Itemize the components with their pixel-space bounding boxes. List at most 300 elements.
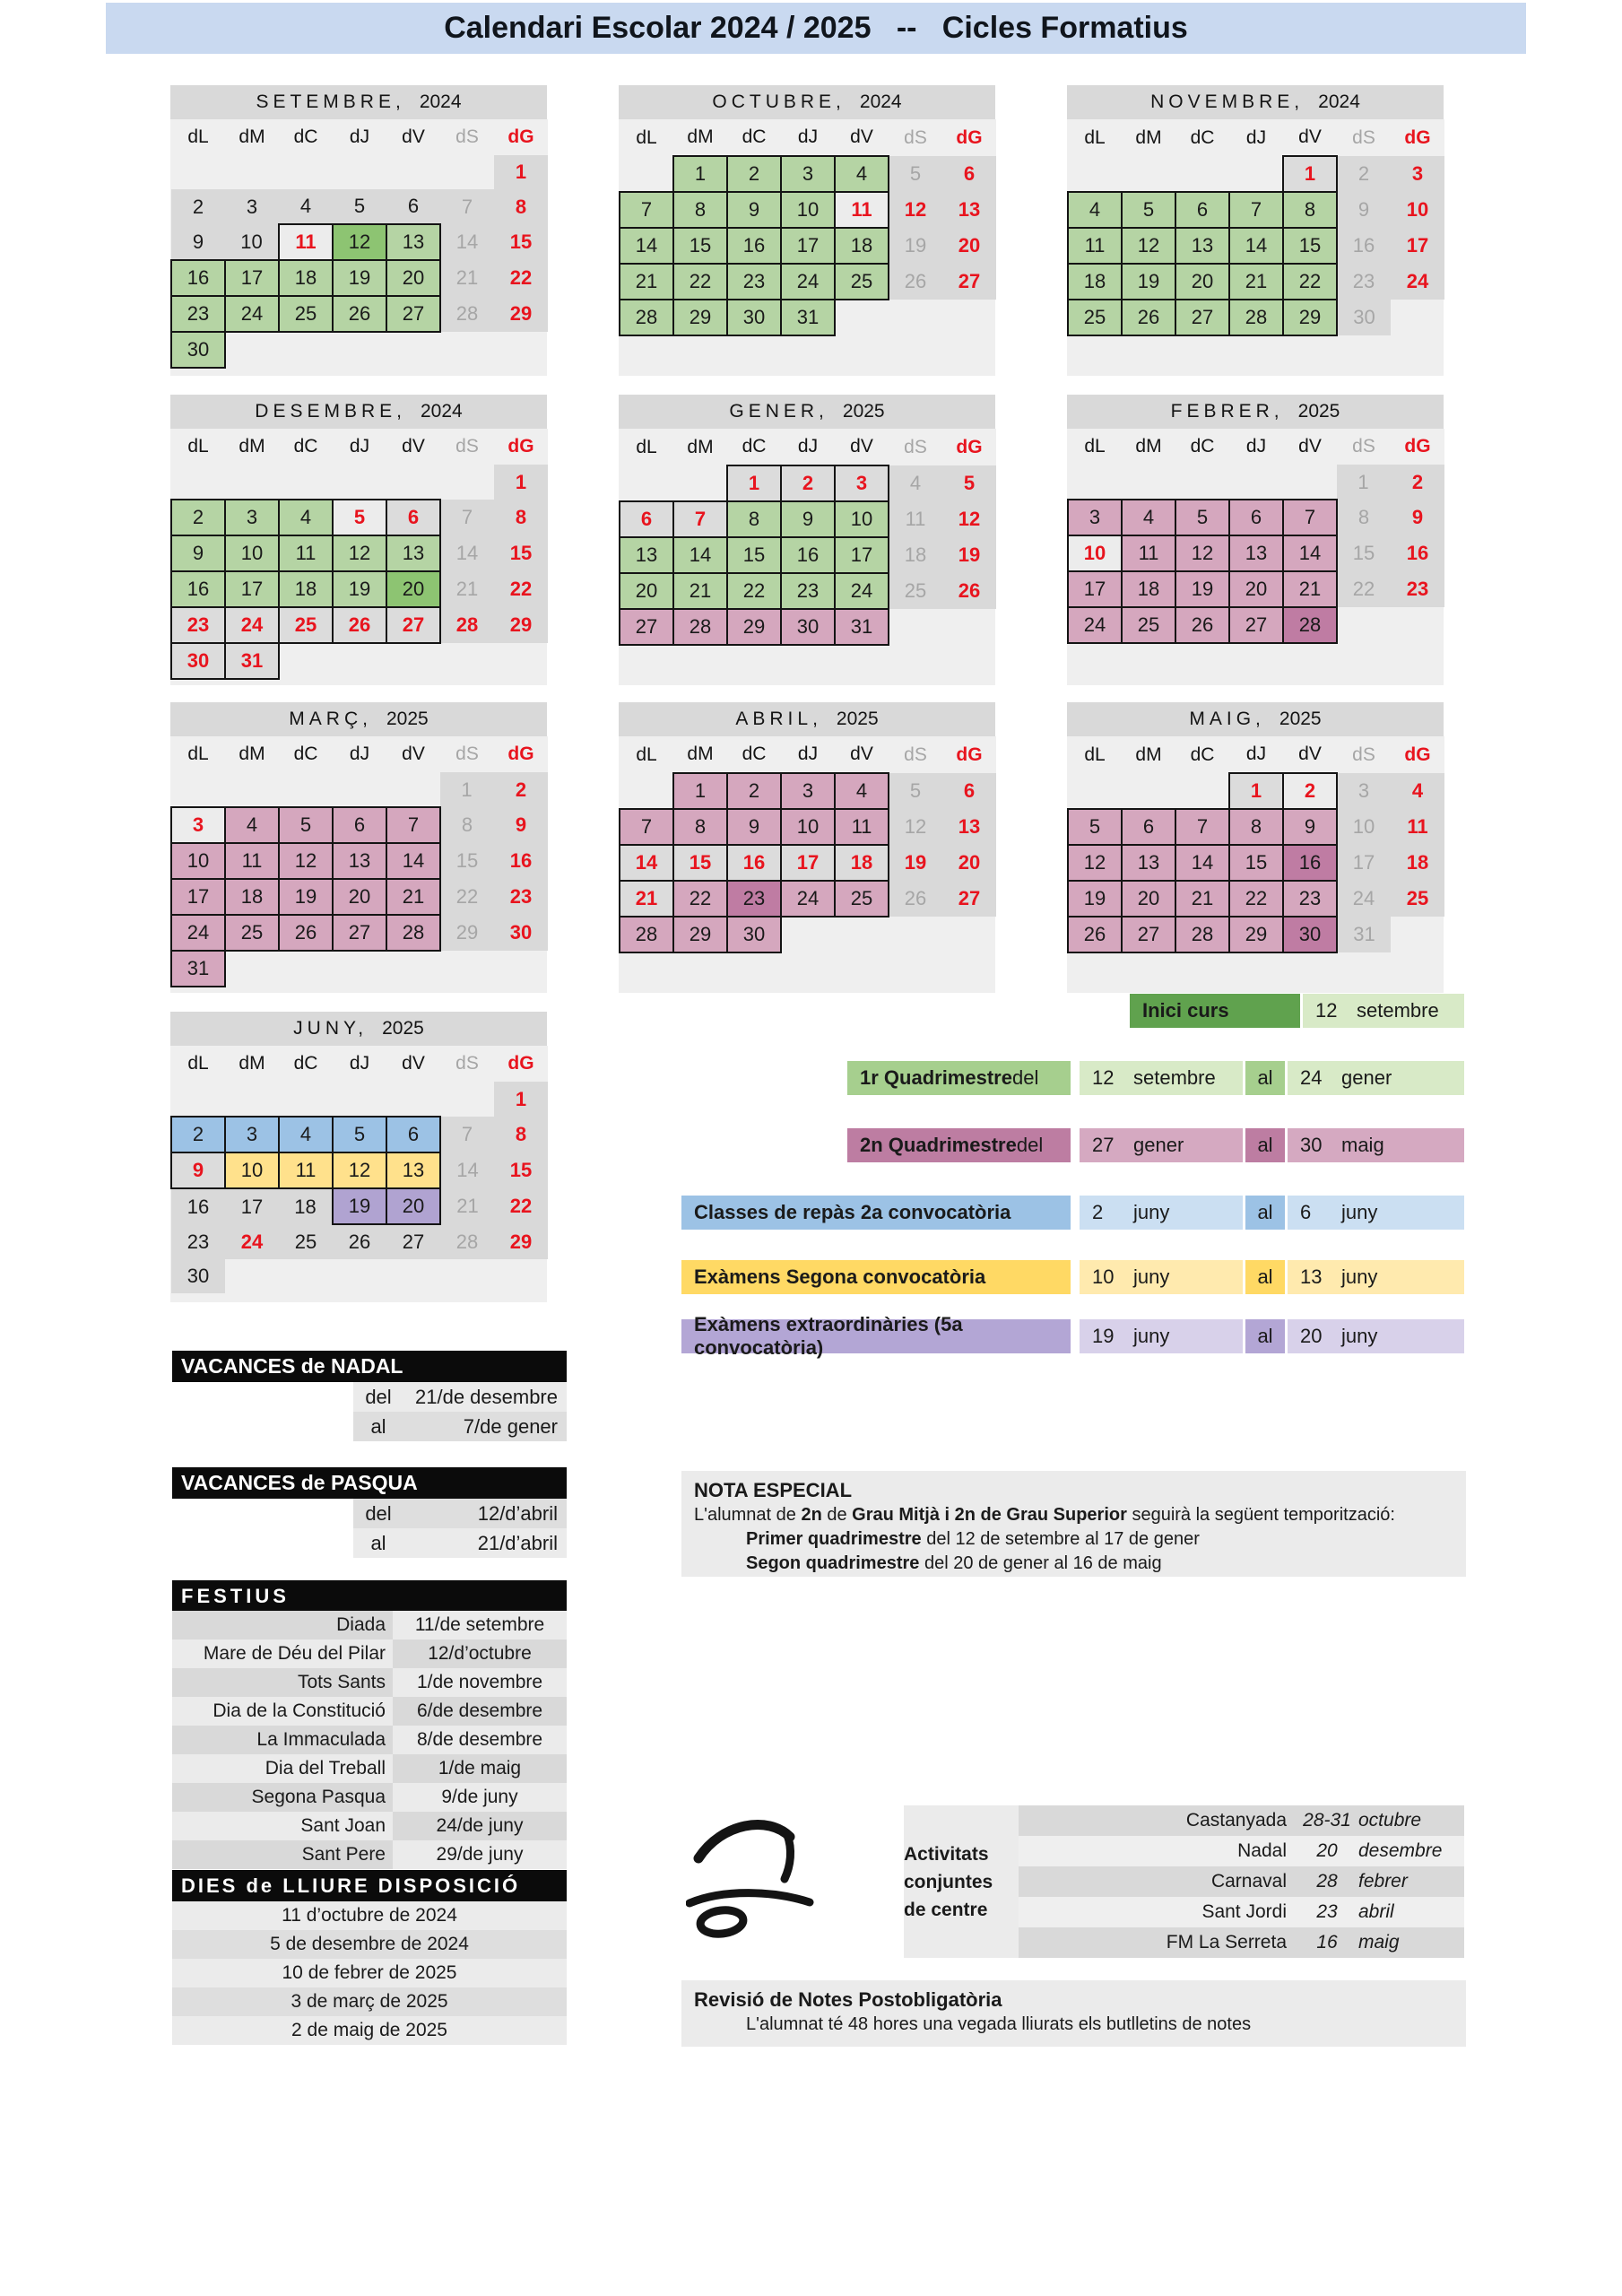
day-cell: 11 <box>1068 228 1122 264</box>
day-cell: 8 <box>440 807 494 843</box>
day-cell: 13 <box>620 537 673 573</box>
weekday-label: dJ <box>1229 736 1283 773</box>
day-cell: 11 <box>279 535 333 571</box>
day-cell <box>440 1082 494 1117</box>
weekday-label: dM <box>225 1046 279 1082</box>
weekday-label: dJ <box>333 119 386 155</box>
day-cell <box>1337 643 1391 678</box>
day-cell: 17 <box>171 879 225 915</box>
weekday-label: dS <box>440 429 494 465</box>
week-row <box>620 228 996 264</box>
day-cell <box>1391 300 1444 335</box>
day-cell <box>620 465 673 501</box>
festiu-date: 12/d’octubre <box>393 1639 567 1668</box>
vacation-bar: VACANCES de NADAL <box>172 1351 567 1382</box>
day-cell: 1 <box>1283 156 1337 192</box>
weekday-label: dM <box>1122 119 1175 156</box>
month-year: 2024 <box>420 401 463 422</box>
week-row <box>1068 465 1444 500</box>
day-cell: 23 <box>781 573 835 609</box>
weekday-label: dC <box>1175 119 1229 156</box>
festiu-date: 11/de setembre <box>393 1611 567 1639</box>
day-cell: 4 <box>1391 773 1444 809</box>
month-year: 2025 <box>382 1018 424 1039</box>
day-cell: 27 <box>386 607 440 643</box>
day-cell: 23 <box>1391 571 1444 607</box>
week-row <box>171 879 548 915</box>
day-cell: 11 <box>225 843 279 879</box>
day-cell <box>620 645 673 680</box>
day-cell: 14 <box>673 537 727 573</box>
day-cell <box>333 643 386 679</box>
week-row <box>620 465 996 501</box>
festiu-date: 1/de novembre <box>393 1668 567 1697</box>
day-cell <box>1122 643 1175 678</box>
day-cell: 23 <box>1283 881 1337 917</box>
day-cell: 21 <box>440 571 494 607</box>
day-cell <box>1229 643 1283 678</box>
day-cell: 8 <box>727 501 781 537</box>
day-cell: 9 <box>1283 809 1337 845</box>
day-cell: 20 <box>942 845 996 881</box>
festius-bar: FESTIUS <box>172 1580 567 1612</box>
month-name: FEBRER, <box>1170 401 1284 422</box>
day-cell: 16 <box>1283 845 1337 881</box>
activity-month: desembre <box>1358 1840 1443 1861</box>
day-cell <box>279 951 333 987</box>
week-row <box>171 465 548 500</box>
day-cell: 4 <box>279 500 333 535</box>
day-cell <box>942 952 996 987</box>
day-cell: 29 <box>494 1224 548 1259</box>
week-row <box>171 772 548 807</box>
weekday-label: dL <box>620 429 673 465</box>
vacation-row-date: 7/de gener <box>463 1414 558 1438</box>
vacation-row-key: del <box>365 1501 392 1525</box>
week-row <box>171 1224 548 1259</box>
day-cell: 17 <box>1337 845 1391 881</box>
activity-day: 28 <box>1316 1871 1338 1892</box>
special-note-line: Primer quadrimestre del 12 de setembre al 17 de gener <box>746 1529 1200 1549</box>
day-cell: 12 <box>889 192 942 228</box>
legend-inici-curs-value <box>1303 994 1464 1028</box>
month-title <box>170 702 547 736</box>
legend-al-examens-segona: al <box>1245 1260 1285 1294</box>
weekday-label: dG <box>942 119 996 156</box>
day-cell <box>1122 952 1175 987</box>
day-cell <box>279 772 333 807</box>
festiu-row <box>172 1812 567 1840</box>
weekday-label: dV <box>835 429 889 465</box>
day-cell <box>727 952 781 987</box>
week-row <box>1068 809 1444 845</box>
day-cell: 27 <box>333 915 386 951</box>
day-cell: 31 <box>171 951 225 987</box>
day-cell: 1 <box>1337 465 1391 500</box>
day-cell: 1 <box>673 773 727 809</box>
day-cell: 23 <box>727 881 781 917</box>
day-cell: 25 <box>1391 881 1444 917</box>
day-cell: 28 <box>1175 917 1229 952</box>
weekday-label: dV <box>1283 119 1337 156</box>
legend-from-quadrimestre-1 <box>1080 1061 1243 1095</box>
legend-label-classes-repas <box>681 1196 1071 1230</box>
month-name: ABRIL, <box>735 709 822 729</box>
day-cell: 15 <box>1229 845 1283 881</box>
day-cell: 11 <box>835 809 889 845</box>
month-table <box>170 119 549 369</box>
weekday-label: dV <box>386 1046 440 1082</box>
legend-from-month: setembre <box>1133 1066 1216 1089</box>
day-cell: 28 <box>440 296 494 332</box>
day-cell <box>333 155 386 189</box>
day-cell: 19 <box>1122 264 1175 300</box>
day-cell: 30 <box>727 917 781 952</box>
legend-from-day: 12 <box>1092 1066 1115 1089</box>
day-cell: 30 <box>781 609 835 645</box>
day-cell: 20 <box>1229 571 1283 607</box>
day-cell: 20 <box>386 1188 440 1224</box>
weekday-header-row <box>171 429 548 465</box>
weekday-label: dG <box>494 429 548 465</box>
day-cell: 26 <box>889 881 942 917</box>
day-cell: 1 <box>494 1082 548 1117</box>
legend-label-bold: Exàmens Segona convocatòria <box>694 1265 986 1288</box>
weekday-label: dM <box>225 429 279 465</box>
day-cell: 27 <box>942 264 996 300</box>
day-cell: 3 <box>225 1117 279 1152</box>
month-title <box>170 85 547 119</box>
weekday-label: dS <box>1337 736 1391 773</box>
grade-review-panel <box>681 1980 1466 2047</box>
day-cell <box>620 335 673 370</box>
day-cell: 22 <box>1229 881 1283 917</box>
free-day-row: 10 de febrer de 2025 <box>172 1959 567 1987</box>
day-cell <box>1068 156 1122 192</box>
day-cell: 2 <box>494 772 548 807</box>
day-cell: 26 <box>333 296 386 332</box>
day-cell: 16 <box>171 260 225 296</box>
day-cell: 11 <box>889 501 942 537</box>
day-cell: 3 <box>1068 500 1122 535</box>
weekday-label: dG <box>1391 119 1444 156</box>
day-cell <box>835 645 889 680</box>
week-row <box>1068 881 1444 917</box>
festiu-row <box>172 1668 567 1697</box>
vacation-row-key: al <box>370 1414 386 1438</box>
day-cell: 9 <box>494 807 548 843</box>
week-row <box>171 915 548 951</box>
day-cell: 6 <box>386 500 440 535</box>
activity-name: Castanyada <box>1185 1810 1287 1831</box>
day-cell: 22 <box>1337 571 1391 607</box>
free-day-row: 3 de març de 2025 <box>172 1987 567 2016</box>
activity-name: Nadal <box>1237 1840 1287 1861</box>
weekday-label: dJ <box>781 119 835 156</box>
weekday-label: dM <box>225 119 279 155</box>
day-cell: 17 <box>225 1188 279 1224</box>
day-cell: 9 <box>781 501 835 537</box>
day-cell: 21 <box>440 260 494 296</box>
week-row <box>171 1259 548 1293</box>
day-cell: 22 <box>440 879 494 915</box>
vacation-row-key: del <box>365 1385 392 1408</box>
day-cell: 22 <box>494 1188 548 1224</box>
day-cell: 29 <box>673 917 727 952</box>
month-table <box>170 1046 549 1293</box>
week-row <box>620 809 996 845</box>
day-cell: 22 <box>494 260 548 296</box>
special-note-line: Segon quadrimestre del 20 de gener al 16 de maig <box>746 1553 1162 1573</box>
day-cell: 13 <box>1229 535 1283 571</box>
legend-from-month: juny <box>1133 1201 1170 1223</box>
day-cell <box>1337 607 1391 643</box>
day-cell <box>620 773 673 809</box>
festiu-name: La Immaculada <box>172 1726 393 1754</box>
day-cell <box>835 952 889 987</box>
day-cell: 24 <box>781 881 835 917</box>
day-cell: 30 <box>1283 917 1337 952</box>
vacation-row <box>353 1382 567 1412</box>
legend-from-classes-repas <box>1080 1196 1243 1230</box>
day-cell: 12 <box>1175 535 1229 571</box>
day-cell <box>889 645 942 680</box>
weekday-label: dG <box>1391 429 1444 465</box>
day-cell: 8 <box>1283 192 1337 228</box>
week-row <box>171 155 548 189</box>
weekday-label: dV <box>1283 429 1337 465</box>
day-cell: 10 <box>225 1152 279 1188</box>
month-title <box>619 702 995 736</box>
day-cell: 22 <box>1283 264 1337 300</box>
day-cell: 28 <box>673 609 727 645</box>
month-year: 2025 <box>1297 401 1340 422</box>
activity-month: febrer <box>1358 1871 1408 1892</box>
special-note-panel <box>681 1471 1466 1577</box>
month-juny <box>170 1012 547 1302</box>
day-cell: 3 <box>781 773 835 809</box>
legend-to-day: 30 <box>1300 1134 1323 1156</box>
day-cell <box>889 917 942 952</box>
day-cell <box>494 643 548 679</box>
day-cell <box>1068 952 1122 987</box>
day-cell: 28 <box>440 607 494 643</box>
weekday-label: dC <box>1175 736 1229 773</box>
legend-from-month: juny <box>1133 1265 1170 1288</box>
day-cell: 3 <box>781 156 835 192</box>
day-cell: 25 <box>1122 607 1175 643</box>
day-cell <box>1283 952 1337 987</box>
day-cell: 1 <box>1229 773 1283 809</box>
day-cell <box>386 951 440 987</box>
week-row <box>1068 500 1444 535</box>
week-row <box>1068 156 1444 192</box>
day-cell: 28 <box>620 917 673 952</box>
day-cell: 20 <box>386 260 440 296</box>
day-cell: 9 <box>727 192 781 228</box>
day-cell <box>1175 335 1229 370</box>
weekday-label: dV <box>835 736 889 773</box>
month-name: MARÇ, <box>289 709 372 729</box>
month-octubre <box>619 85 995 376</box>
day-cell: 5 <box>889 773 942 809</box>
day-cell: 26 <box>942 573 996 609</box>
weekday-label: dJ <box>781 736 835 773</box>
month-year: 2024 <box>419 91 462 112</box>
week-row <box>1068 643 1444 678</box>
month-name: DESEMBRE, <box>255 401 406 422</box>
week-row <box>1068 773 1444 809</box>
weekday-label: dL <box>620 119 673 156</box>
week-row <box>620 845 996 881</box>
legend-label-quadrimestre-2 <box>847 1128 1071 1162</box>
month-name: SETEMBRE, <box>256 91 405 112</box>
day-cell <box>1229 465 1283 500</box>
school-logo <box>686 1813 816 1939</box>
month-year: 2024 <box>1318 91 1360 112</box>
festiu-date: 9/de juny <box>393 1783 567 1812</box>
day-cell: 2 <box>171 500 225 535</box>
day-cell: 9 <box>1391 500 1444 535</box>
week-row <box>620 881 996 917</box>
festiu-date: 8/de desembre <box>393 1726 567 1754</box>
day-cell: 2 <box>1283 773 1337 809</box>
day-cell: 23 <box>171 1224 225 1259</box>
day-cell <box>171 772 225 807</box>
day-cell: 26 <box>1068 917 1122 952</box>
month-title <box>170 395 547 429</box>
activity-month: maig <box>1358 1932 1400 1952</box>
festiu-name: Dia del Treball <box>172 1754 393 1783</box>
day-cell <box>279 1082 333 1117</box>
activity-day: 20 <box>1316 1840 1338 1861</box>
day-cell <box>781 952 835 987</box>
day-cell: 21 <box>673 573 727 609</box>
week-row <box>171 296 548 332</box>
day-cell <box>1175 643 1229 678</box>
day-cell <box>386 643 440 679</box>
month-table <box>1067 429 1445 678</box>
day-cell <box>386 1082 440 1117</box>
legend-label-quadrimestre-1 <box>847 1061 1071 1095</box>
legend-inici-month: setembre <box>1357 999 1439 1022</box>
legend-to-examens-segona <box>1288 1260 1464 1294</box>
day-cell: 9 <box>1337 192 1391 228</box>
day-cell: 8 <box>494 189 548 224</box>
day-cell: 7 <box>440 189 494 224</box>
day-cell <box>1175 156 1229 192</box>
day-cell: 4 <box>1122 500 1175 535</box>
day-cell: 2 <box>1337 156 1391 192</box>
grade-review-line: L'alumnat té 48 hores una vegada lliurats els butlletins de notes <box>746 2014 1252 2034</box>
day-cell: 8 <box>1337 500 1391 535</box>
day-cell <box>1337 952 1391 987</box>
day-cell: 24 <box>171 915 225 951</box>
day-cell: 16 <box>171 1188 225 1224</box>
day-cell: 17 <box>781 228 835 264</box>
legend-to-examens-extraordinaries <box>1288 1319 1464 1353</box>
day-cell: 10 <box>171 843 225 879</box>
day-cell: 18 <box>279 260 333 296</box>
day-cell: 10 <box>781 192 835 228</box>
month-title <box>1067 395 1444 429</box>
weekday-label: dV <box>1283 736 1337 773</box>
day-cell: 5 <box>1068 809 1122 845</box>
weekday-label: dM <box>225 736 279 772</box>
day-cell: 6 <box>386 1117 440 1152</box>
day-cell: 12 <box>1122 228 1175 264</box>
day-cell: 3 <box>225 189 279 224</box>
legend-from-day: 27 <box>1092 1134 1115 1156</box>
day-cell <box>1391 917 1444 952</box>
activity-month: abril <box>1358 1901 1394 1922</box>
day-cell: 19 <box>333 260 386 296</box>
weekday-label: dS <box>440 736 494 772</box>
day-cell: 12 <box>333 535 386 571</box>
month-table <box>170 736 549 987</box>
week-row <box>620 156 996 192</box>
day-cell: 7 <box>1175 809 1229 845</box>
day-cell: 12 <box>333 224 386 260</box>
festiu-name: Segona Pasqua <box>172 1783 393 1812</box>
legend-label-examens-segona <box>681 1260 1071 1294</box>
day-cell <box>673 335 727 370</box>
week-row <box>620 192 996 228</box>
day-cell: 6 <box>1122 809 1175 845</box>
day-cell <box>1229 156 1283 192</box>
weekday-label: dM <box>1122 429 1175 465</box>
week-row <box>171 500 548 535</box>
day-cell: 4 <box>279 189 333 224</box>
day-cell: 8 <box>673 809 727 845</box>
week-row <box>171 951 548 987</box>
day-cell: 10 <box>1068 535 1122 571</box>
weekday-label: dC <box>279 1046 333 1082</box>
legend-to-month: juny <box>1341 1325 1378 1347</box>
weekday-label: dG <box>1391 736 1444 773</box>
week-row <box>171 843 548 879</box>
weekday-label: dJ <box>781 429 835 465</box>
day-cell: 28 <box>440 1224 494 1259</box>
free-day-row: 11 d’octubre de 2024 <box>172 1901 567 1930</box>
day-cell: 27 <box>386 296 440 332</box>
activity-name: FM La Serreta <box>1166 1932 1287 1952</box>
vacation-row-date: 12/d’abril <box>477 1501 558 1525</box>
week-row <box>171 1188 548 1224</box>
month-gener <box>619 395 995 685</box>
day-cell: 18 <box>225 879 279 915</box>
day-cell: 24 <box>835 573 889 609</box>
day-cell <box>1122 335 1175 370</box>
day-cell: 8 <box>494 500 548 535</box>
day-cell: 3 <box>1391 156 1444 192</box>
week-row <box>620 917 996 952</box>
day-cell <box>620 156 673 192</box>
day-cell: 26 <box>279 915 333 951</box>
vacation-row-key: al <box>370 1531 386 1554</box>
day-cell: 24 <box>1068 607 1122 643</box>
day-cell <box>494 332 548 368</box>
day-cell <box>1068 643 1122 678</box>
day-cell <box>1068 773 1122 809</box>
weekday-label: dG <box>494 119 548 155</box>
day-cell <box>781 335 835 370</box>
weekday-label: dG <box>942 429 996 465</box>
day-cell <box>333 465 386 500</box>
week-row <box>620 335 996 370</box>
weekday-label: dL <box>171 429 225 465</box>
weekday-label: dC <box>1175 429 1229 465</box>
